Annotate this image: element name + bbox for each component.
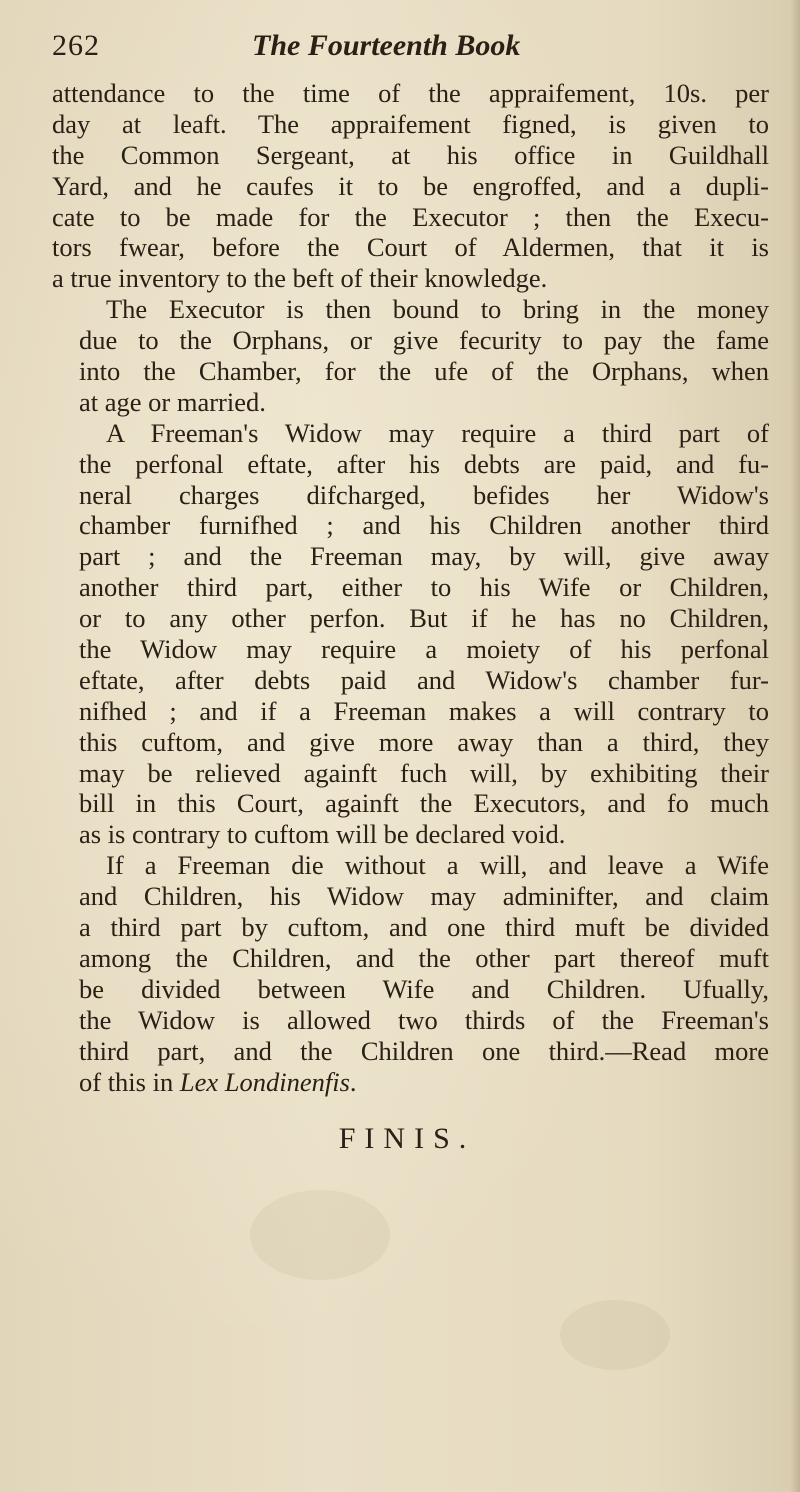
- text-line: part ; and the Freeman may, by will, give away: [79, 541, 769, 572]
- text-line: and Children, his Widow may adminifter, and claim: [79, 881, 769, 912]
- text-line: the perfonal eftate, after his debts are paid, and fu-: [79, 448, 769, 479]
- running-head: The Fourteenth Book: [252, 29, 521, 62]
- text-line: a true inventory to the beft of their knowledge.: [52, 263, 548, 294]
- text-line: be divided between Wife and Children. Ufually,: [79, 973, 769, 1004]
- body-text: [52, 78, 769, 1097]
- text-line: the Widow may require a moiety of his perfonal: [79, 634, 769, 665]
- text-line: third part, and the Children one third.—Read more: [79, 1035, 769, 1066]
- text-line: into the Chamber, for the ufe of the Orphans, when: [79, 356, 769, 387]
- text-line: eftate, after debts paid and Widow's chamber fur-: [79, 664, 769, 695]
- text-line: at age or married.: [79, 386, 266, 417]
- closing-suffix: .: [349, 1066, 357, 1097]
- text-line: the Widow is allowed two thirds of the Freeman's: [79, 1004, 769, 1035]
- finis-colophon: FINIS.: [338, 1122, 476, 1155]
- page-number: 262: [52, 29, 100, 62]
- text-line: A Freeman's Widow may require a third part of: [106, 417, 769, 448]
- text-line: tors fwear, before the Court of Aldermen, that it is: [52, 232, 769, 263]
- closing-prefix: of this in: [79, 1066, 180, 1097]
- text-line: neral charges difcharged, befides her Widow's: [79, 479, 769, 510]
- text-line: as is contrary to cuftom will be declared void.: [79, 819, 566, 850]
- text-line: another third part, either to his Wife or Children,: [79, 572, 769, 603]
- text-line: due to the Orphans, or give fecurity to pay the fame: [79, 325, 769, 356]
- text-line: chamber furnifhed ; and his Children another third: [79, 510, 769, 541]
- paper-stain: [560, 1300, 670, 1370]
- text-line-closing: [52, 1067, 769, 1098]
- paragraph-intestate: [52, 850, 769, 1097]
- lex-londinensis-title: Lex Londinenfis: [179, 1066, 350, 1097]
- text-line: or to any other perfon. But if he has no Children,: [79, 603, 769, 634]
- page-header: [52, 26, 772, 66]
- paragraph-executor: [52, 294, 769, 418]
- text-line: may be relieved againft fuch will, by exhibiting their: [79, 757, 769, 788]
- text-line: If a Freeman die without a will, and leave a Wife: [106, 850, 769, 881]
- text-line: Yard, and he caufes it to be engroffed, and a dupli-: [52, 170, 769, 201]
- text-line: The Executor is then bound to bring in the money: [106, 294, 769, 325]
- paper-stain: [250, 1190, 390, 1280]
- text-line: among the Children, and the other part thereof muft: [79, 942, 769, 973]
- text-line: the Common Sergeant, at his office in Guildhall: [52, 139, 769, 170]
- paragraph-widow: [52, 418, 769, 850]
- paragraph-continuation: [52, 78, 769, 294]
- text-line: nifhed ; and if a Freeman makes a will contrary to: [79, 695, 769, 726]
- text-line: attendance to the time of the appraifement, 10s. per: [52, 78, 769, 108]
- text-line: a third part by cuftom, and one third muft be divided: [79, 912, 769, 943]
- text-line: bill in this Court, againft the Executors, and fo much: [79, 788, 769, 819]
- text-line: this cuftom, and give more away than a third, they: [79, 726, 769, 757]
- page-edge-shadow: [790, 0, 800, 1492]
- text-line: cate to be made for the Executor ; then the Execu-: [52, 201, 769, 232]
- text-line: day at leaft. The appraifement figned, is given to: [52, 108, 769, 139]
